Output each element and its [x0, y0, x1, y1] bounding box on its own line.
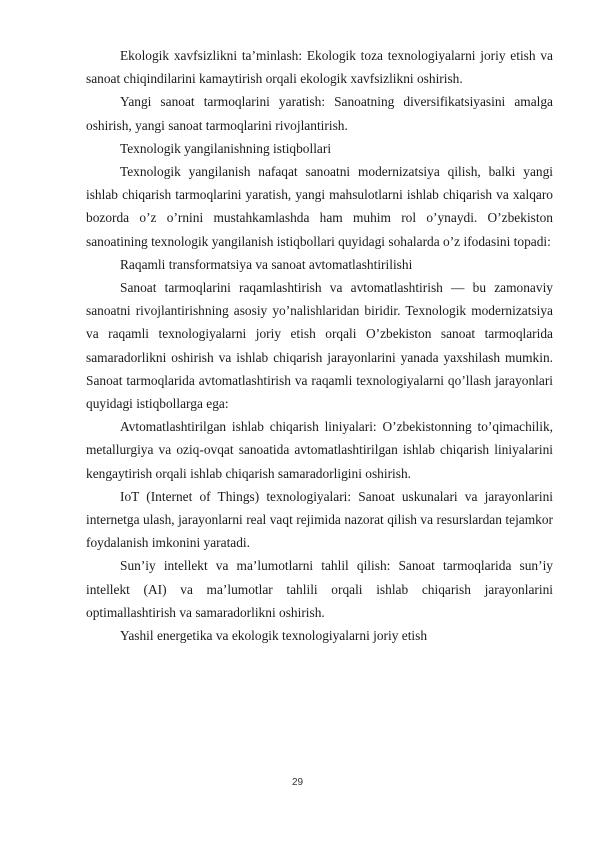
paragraph-ai: Sun’iy intellekt va ma’lumotlarni tahlil qilish: Sanoat tarmoqlarida sun’iy intellekt (AI) va ma’lumotlar tahlili orqali ishlab chiqarish jarayonlarini optimallashtirish va samaradorlikni oshirish.	[86, 558, 553, 620]
paragraph-ecological-safety: Ekologik xavfsizlikni ta’minlash: Ekologik toza texnologiyalarni joriy etish va sanoat chiqindilarini kamaytirish orqali ekologik xavfsizlikni oshirish.	[86, 48, 553, 87]
page-number: 29	[291, 777, 304, 788]
paragraph-iot: IoT (Internet of Things) texnologiyalari: Sanoat uskunalari va jarayonlarini internetga ulash, jarayonlarni real vaqt rejimida nazorat qilish va resurslardan tejamkor foydalanish imkonini yaratadi.	[86, 488, 553, 551]
heading-digital-transformation: Raqamli transformatsiya va sanoat avtomatlashtirilishi	[120, 256, 413, 272]
heading-technological-prospects: Texnologik yangilanishning istiqbollari	[120, 140, 332, 156]
paragraph-technological-renewal: Texnologik yangilanish nafaqat sanoatni modernizatsiya qilish, balki yangi ishlab chiqarish tarmoqlarini yaratish, yangi mahsulotlarni ishlab chiqarish va xalqaro bozorda o’z o’rnini mustahkamlashda ham muhim rol o’ynaydi. O’zbekiston sanoatining texnologik yangilanish istiqbollari quyidagi sohalarda o’z ifodasini topadi:	[86, 164, 553, 249]
document-page	[86, 44, 553, 647]
heading-green-energy: Yashil energetika va ekologik texnologiyalarni joriy etish	[120, 628, 428, 644]
paragraph-automated-lines: Avtomatlashtirilgan ishlab chiqarish liniyalari: O’zbekistonning to’qimachilik, metallurgiya va oziq-ovqat sanoatida avtomatlashtirilgan ishlab chiqarish liniyalarini kengaytirish orqali ishlab chiqarish samaradorligini oshirish.	[86, 419, 553, 481]
paragraph-digitalization: Sanoat tarmoqlarini raqamlashtirish va avtomatlashtirish — bu zamonaviy sanoatni rivojlantirishning asosiy yo’nalishlaridan biridir. Texnologik modernizatsiya va raqamli texnologiyalarni joriy etish orqali O’zbekiston sanoat tarmoqlarida samaradorlikni oshirish va ishlab chiqarish jarayonlarini yanada yaxshilash mumkin. Sanoat tarmoqlarida avtomatlashtirish va raqamli texnologiyalarni qo’llash jarayonlari quyidagi istiqbollarga ega:	[86, 280, 553, 412]
paragraph-new-industries: Yangi sanoat tarmoqlarini yaratish: Sanoatning diversifikatsiyasini amalga oshirish, yangi sanoat tarmoqlarini rivojlantirish.	[86, 94, 553, 133]
